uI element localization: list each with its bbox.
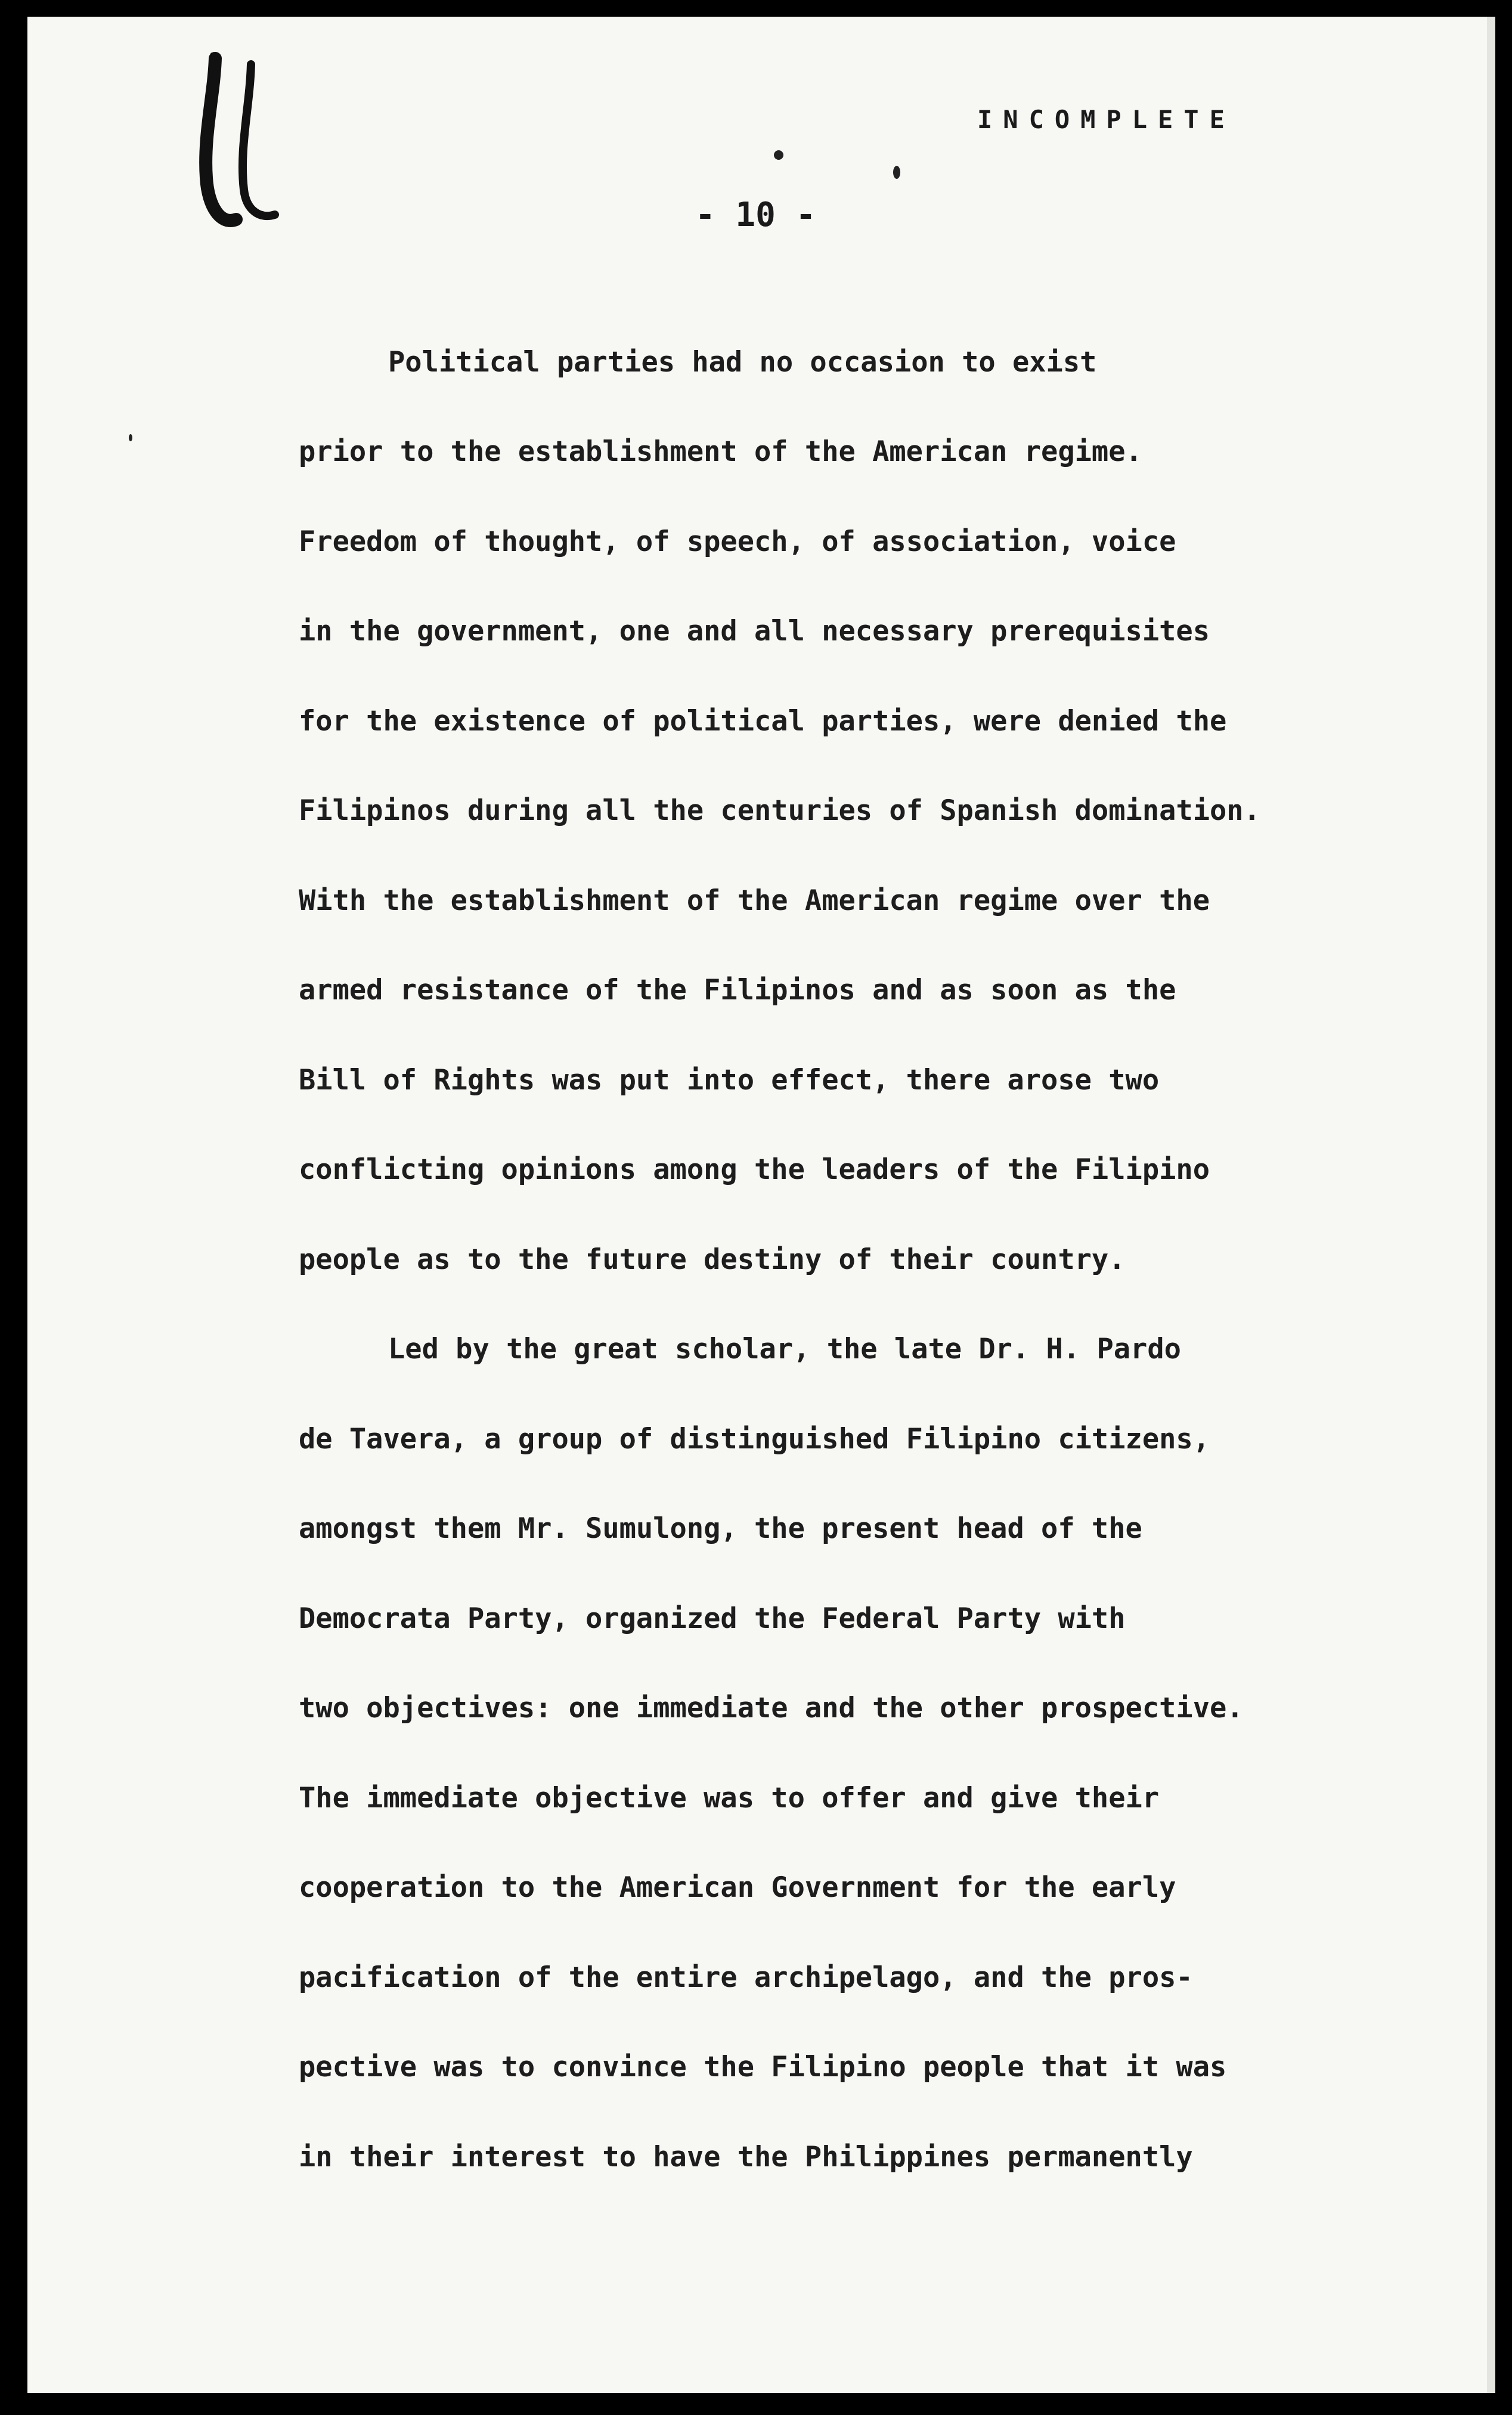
text-line: amongst them Mr. Sumulong, the present head of the [299,1512,1142,1545]
text-line: Filipinos during all the centuries of Spanish domination. [299,794,1260,827]
text-line: pective was to convince the Filipino people that it was [299,2051,1227,2083]
text-line: armed resistance of the Filipinos and as soon as the [299,974,1176,1007]
text-line: prior to the establishment of the American regime. [299,435,1142,468]
text-line: people as to the future destiny of their country. [299,1243,1126,1276]
text-line: With the establishment of the American regime over the [299,884,1210,917]
ink-speck [129,434,132,441]
ink-speck [893,166,900,179]
text-line: in the government, one and all necessary prerequisites [299,615,1210,648]
text-line: in their interest to have the Philippines permanently [299,2141,1193,2174]
text-line: pacification of the entire archipelago, and the pros- [299,1961,1193,1994]
incomplete-stamp: INCOMPLETE [977,105,1235,134]
text-line: Bill of Rights was put into effect, there arose two [299,1064,1160,1097]
text-line: two objectives: one immediate and the other prospective. [299,1692,1244,1724]
text-line: Led by the great scholar, the late Dr. H. Pardo [388,1333,1181,1366]
text-line: The immediate objective was to offer and give their [299,1782,1160,1815]
document-page [27,17,1495,2393]
ink-speck [774,150,783,160]
page-number: - 10 - [695,196,816,234]
text-line: Democrata Party, organized the Federal Party with [299,1602,1126,1635]
text-line: for the existence of political parties, were denied the [299,705,1227,738]
handwritten-mark [179,47,299,237]
text-line: conflicting opinions among the leaders of the Filipino [299,1153,1210,1186]
text-line: Political parties had no occasion to exist [388,346,1097,379]
text-line: de Tavera, a group of distinguished Filipino citizens, [299,1423,1210,1456]
page-edge-shadow [1487,17,1495,2393]
text-line: cooperation to the American Government for the early [299,1871,1176,1904]
text-line: Freedom of thought, of speech, of association, voice [299,525,1176,558]
